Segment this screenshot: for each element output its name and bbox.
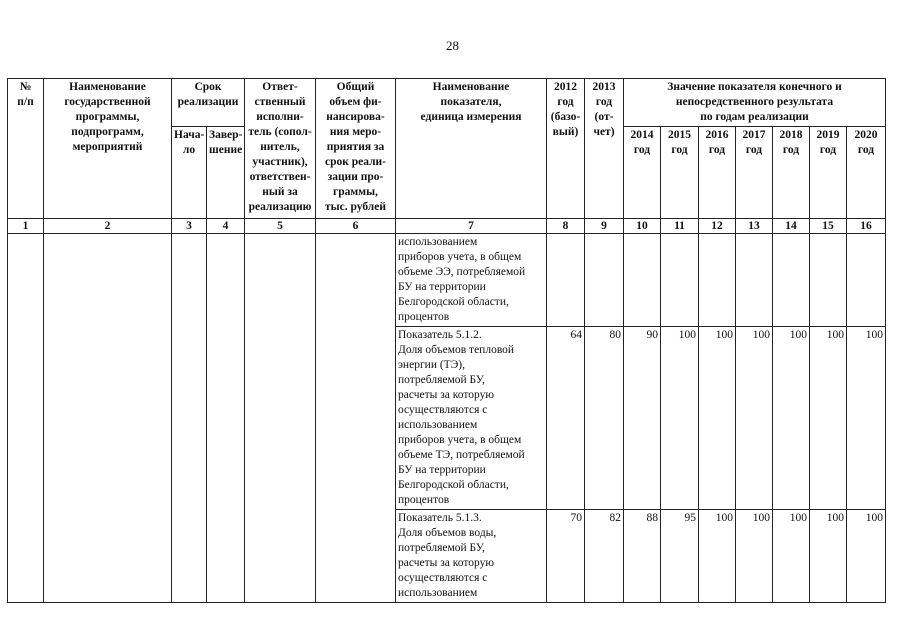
column-number: 13 <box>736 219 773 234</box>
column-number: 3 <box>172 219 207 234</box>
header-year-2015: 2015 год <box>661 127 699 219</box>
value-2015: 100 <box>661 327 699 510</box>
value-2012: 64 <box>547 327 585 510</box>
value-2013 <box>585 234 624 327</box>
value-2012: 70 <box>547 510 585 603</box>
header-year-2014: 2014 год <box>624 127 661 219</box>
header-year-2018: 2018 год <box>773 127 810 219</box>
table-row <box>8 234 886 327</box>
value-2020: 100 <box>847 510 886 603</box>
cell-program-name-merged <box>44 234 172 603</box>
header-col-program-name: Наименование государственной программы, подпрограмм, мероприятий <box>44 79 172 219</box>
header-col-number: № п/п <box>8 79 44 219</box>
value-2016: 100 <box>699 510 736 603</box>
cell-executor-merged <box>245 234 316 603</box>
header-col-values: Значение показателя конечного и непосредственного результата по годам реализации <box>624 79 886 127</box>
value-2018: 100 <box>773 510 810 603</box>
column-number: 15 <box>810 219 847 234</box>
column-number: 1 <box>8 219 44 234</box>
value-2014 <box>624 234 661 327</box>
indicator-description: Показатель 5.1.2. Доля объемов тепловой энергии (ТЭ), потребляемой БУ, расчеты за которую осуществляются с использованием приборов учета, в общем объеме ТЭ, потребляемой БУ на территории Белгородской области, процентов <box>396 327 547 510</box>
column-number: 10 <box>624 219 661 234</box>
indicators-table <box>7 78 886 603</box>
column-number: 14 <box>773 219 810 234</box>
header-col-volume: Общий объем фи- нансирова- ния меро- приятия за срок реали- зации про- граммы, тыс. рублей <box>316 79 396 219</box>
value-2015: 95 <box>661 510 699 603</box>
column-number: 16 <box>847 219 886 234</box>
page-number: 28 <box>446 38 459 53</box>
column-number: 6 <box>316 219 396 234</box>
cell-end-merged <box>207 234 245 603</box>
column-number: 4 <box>207 219 245 234</box>
value-2017: 100 <box>736 510 773 603</box>
value-2013: 82 <box>585 510 624 603</box>
value-2018 <box>773 234 810 327</box>
header-col-indicator: Наименование показателя, единица измерения <box>396 79 547 219</box>
column-number: 9 <box>585 219 624 234</box>
header-col-2012: 2012 год (базо- вый) <box>547 79 585 219</box>
cell-volume-merged <box>316 234 396 603</box>
value-2013: 80 <box>585 327 624 510</box>
value-2019 <box>810 234 847 327</box>
column-number: 12 <box>699 219 736 234</box>
value-2015 <box>661 234 699 327</box>
column-number: 7 <box>396 219 547 234</box>
header-col-end: Завер- шение <box>207 127 245 219</box>
column-number: 11 <box>661 219 699 234</box>
column-number: 8 <box>547 219 585 234</box>
value-2020 <box>847 234 886 327</box>
value-2018: 100 <box>773 327 810 510</box>
column-number-row <box>8 219 886 234</box>
header-col-term: Срок реализации <box>172 79 245 127</box>
header-year-2020: 2020 год <box>847 127 886 219</box>
value-2017 <box>736 234 773 327</box>
value-2016: 100 <box>699 327 736 510</box>
cell-start-merged <box>172 234 207 603</box>
value-2012 <box>547 234 585 327</box>
indicator-description: Показатель 5.1.3. Доля объемов воды, потребляемой БУ, расчеты за которую осуществляются с использованием <box>396 510 547 603</box>
value-2019: 100 <box>810 327 847 510</box>
cell-number-merged <box>8 234 44 603</box>
header-col-start: Нача- ло <box>172 127 207 219</box>
value-2014: 90 <box>624 327 661 510</box>
indicator-description: использованием приборов учета, в общем объеме ЭЭ, потребляемой БУ на территории Белгородской области, процентов <box>396 234 547 327</box>
header-year-2019: 2019 год <box>810 127 847 219</box>
value-2016 <box>699 234 736 327</box>
value-2017: 100 <box>736 327 773 510</box>
value-2019: 100 <box>810 510 847 603</box>
value-2020: 100 <box>847 327 886 510</box>
header-year-2017: 2017 год <box>736 127 773 219</box>
header-col-executor: Ответ- ственный исполни- тель (сопол- нитель, участник), ответствен- ный за реализацию <box>245 79 316 219</box>
header-year-2016: 2016 год <box>699 127 736 219</box>
column-number: 2 <box>44 219 172 234</box>
column-number: 5 <box>245 219 316 234</box>
value-2014: 88 <box>624 510 661 603</box>
header-col-2013: 2013 год (от- чет) <box>585 79 624 219</box>
